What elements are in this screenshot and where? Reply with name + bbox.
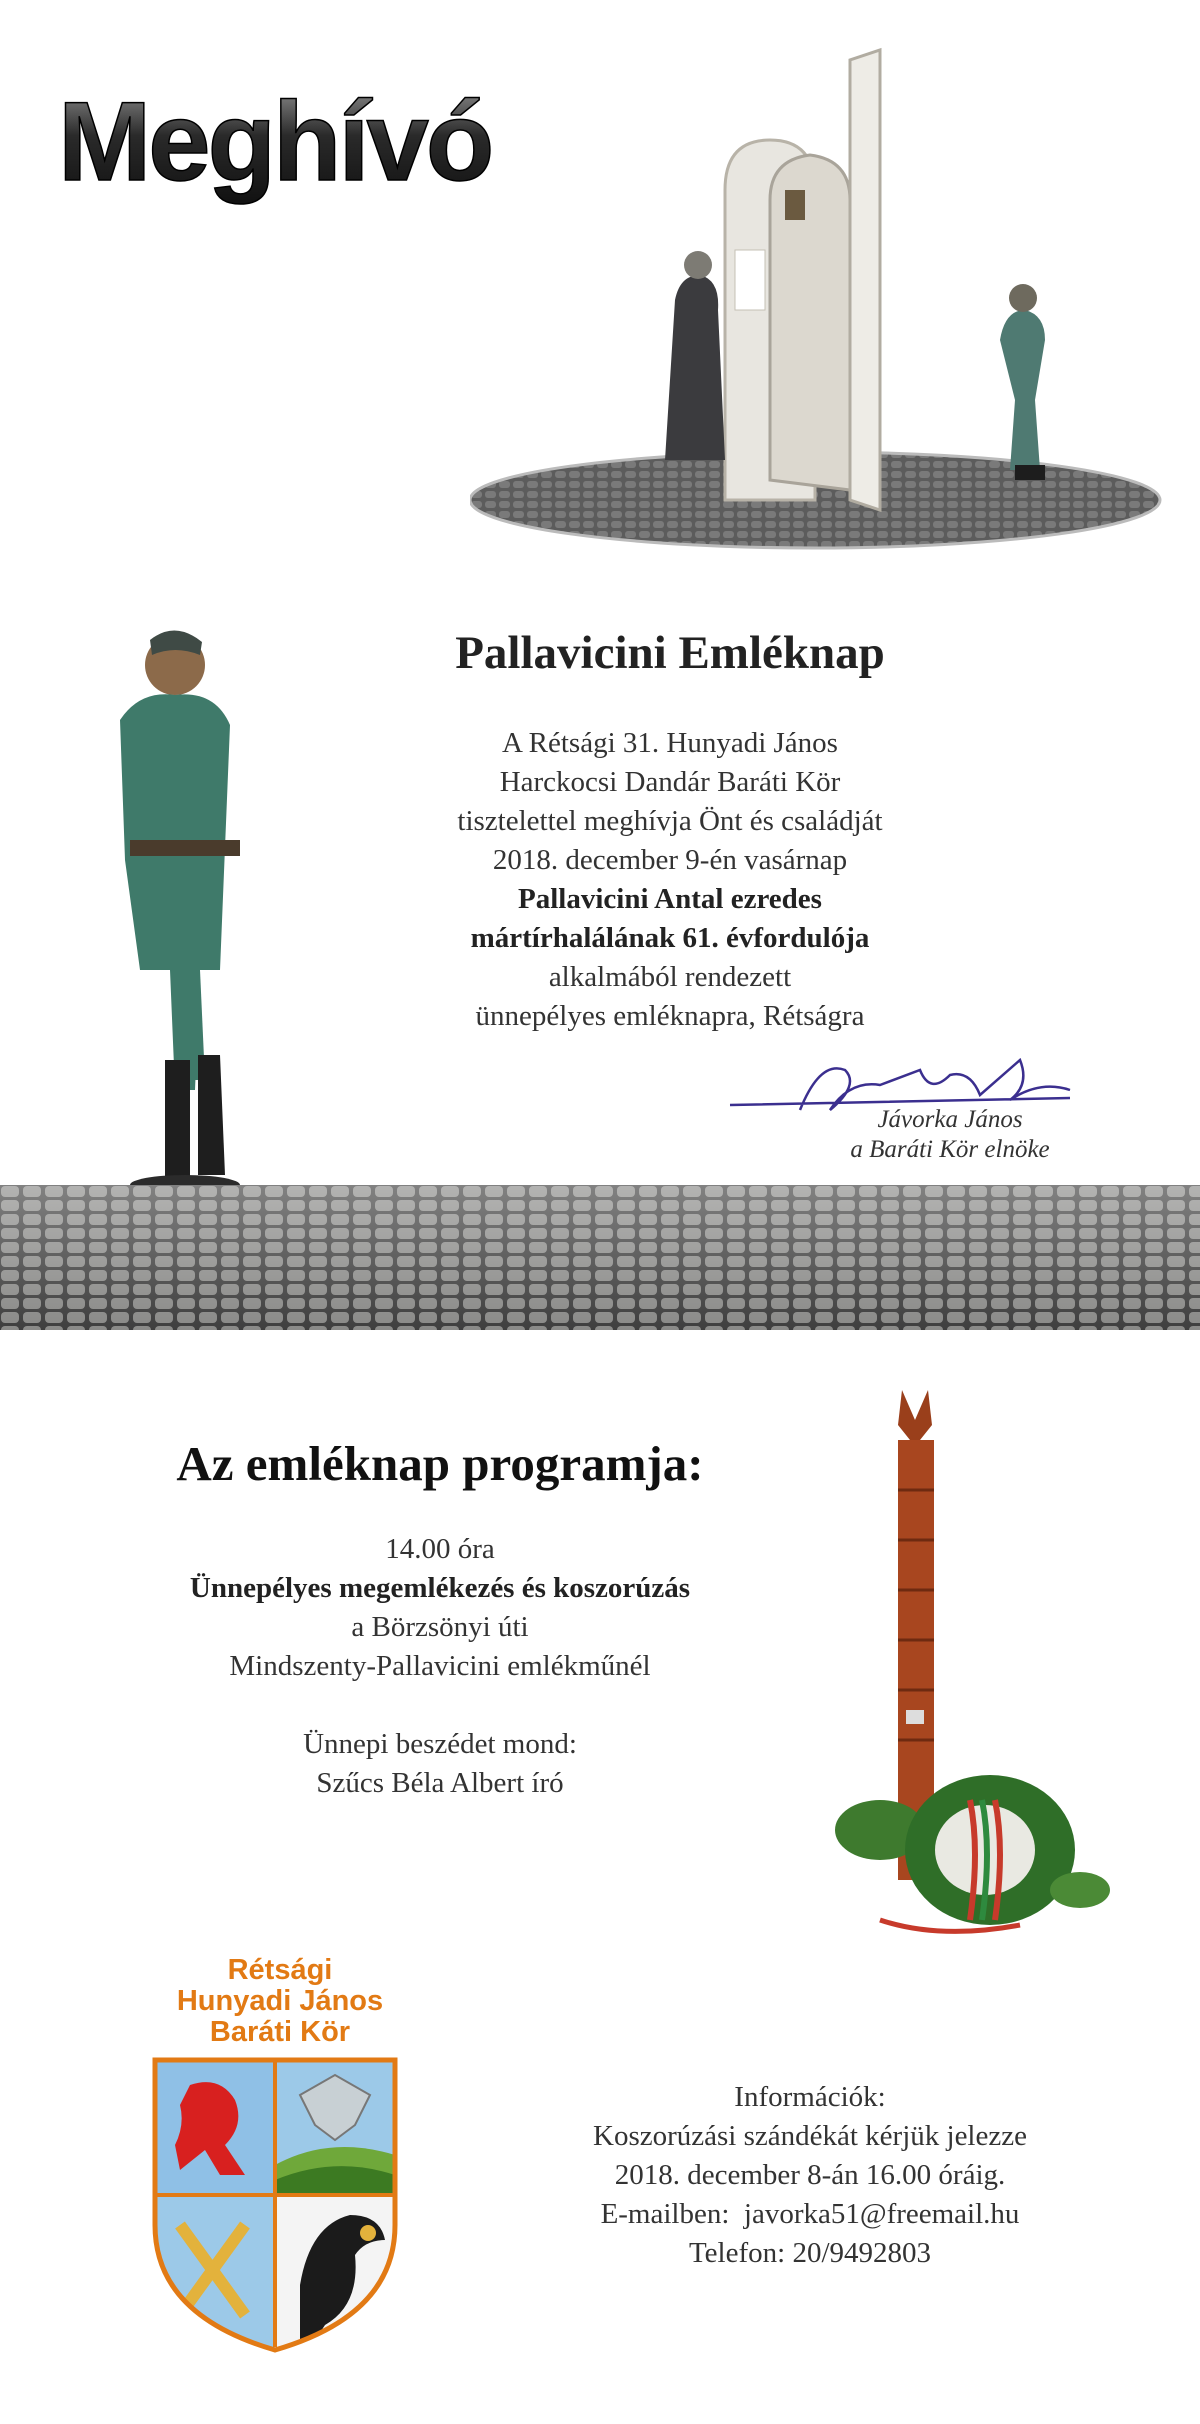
invitation-line: Harckocsi Dandár Baráti Kör <box>499 766 841 798</box>
invitation-line: 2018. december 9-én vasárnap <box>492 844 848 876</box>
logo-line: Baráti Kör <box>209 2016 351 2048</box>
program-time: 14.00 óra <box>385 1533 495 1565</box>
statue-figure <box>80 610 260 1200</box>
info-line: Koszorúzási szándékát kérjük jelezze <box>593 2120 1027 2152</box>
phone-row <box>550 2234 1070 2273</box>
contact-info <box>550 2078 1070 2273</box>
logo-line: Rétsági <box>227 1954 333 1986</box>
cobblestone-band <box>0 1185 1200 1330</box>
email-label: E-mailben: <box>600 2198 730 2230</box>
spacer <box>120 1686 760 1725</box>
invitation-line: alkalmából rendezett <box>548 961 792 993</box>
signature-name: Jávorka János <box>877 1106 1023 1133</box>
signature-block <box>820 1105 1080 1165</box>
phone-number[interactable]: 20/9492803 <box>792 2237 932 2269</box>
invitation-line: tisztelettel meghívja Önt és családját <box>457 805 883 837</box>
coat-of-arms-logo <box>150 2055 400 2355</box>
program-activity: Ünnepélyes megemlékezés és koszorúzás <box>189 1572 691 1604</box>
invitation-line: A Rétsági 31. Hunyadi János <box>502 727 838 759</box>
program-location: Mindszenty-Pallavicini emlékműnél <box>229 1650 651 1682</box>
invitation-line: ünnepélyes emléknapra, Rétságra <box>475 1000 865 1032</box>
program-details <box>120 1530 760 1803</box>
program-location: a Börzsönyi úti <box>351 1611 529 1643</box>
speaker-name: Szűcs Béla Albert író <box>316 1767 564 1799</box>
invitation-bold-line: mártírhalálának 61. évfordulója <box>470 922 870 954</box>
email-row <box>550 2195 1070 2234</box>
phone-label: Telefon: <box>688 2237 786 2269</box>
info-line: 2018. december 8-án 16.00 óráig. <box>614 2159 1006 2191</box>
program-heading: Az emléknap programja: <box>176 1436 704 1491</box>
invitation-text <box>390 724 950 1036</box>
logo-line: Hunyadi János <box>176 1985 384 2017</box>
speech-label: Ünnepi beszédet mond: <box>303 1728 577 1760</box>
memorial-pole-illustration <box>820 1380 1120 1980</box>
info-title: Információk: <box>734 2081 886 2113</box>
email-address[interactable]: javorka51@freemail.hu <box>743 2198 1020 2230</box>
event-heading: Pallavicini Emléknap <box>455 627 885 679</box>
monument-illustration <box>470 40 1170 550</box>
invitation-bold-line: Pallavicini Antal ezredes <box>518 883 822 915</box>
signature-title: a Baráti Kör elnöke <box>850 1136 1050 1163</box>
title-text: Meghívó <box>58 79 492 204</box>
logo-lettering <box>130 1955 430 2048</box>
